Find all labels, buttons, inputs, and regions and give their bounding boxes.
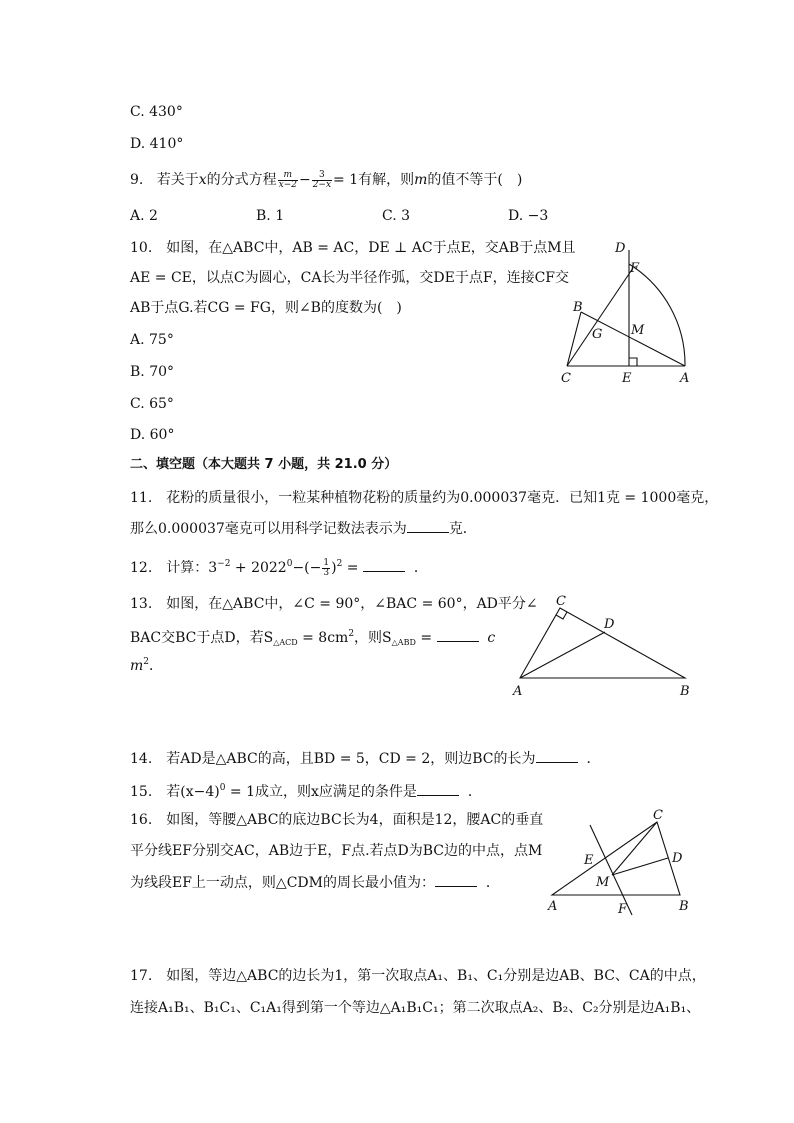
q15-end: ． bbox=[467, 784, 482, 800]
q13-text-b: = 8cm bbox=[297, 630, 349, 646]
q11-text: 那么0.000037毫克可以用科学记数法表示为 bbox=[130, 521, 407, 537]
q13-sub-1: △ACD bbox=[273, 638, 298, 647]
q12-end: ． bbox=[413, 560, 428, 576]
q10-line-cf bbox=[567, 268, 633, 366]
q9-var-x: x bbox=[198, 172, 207, 188]
q13-label-d: D bbox=[604, 617, 615, 632]
q10-label-f: F bbox=[630, 261, 640, 276]
q8-option-c: C. 430° bbox=[130, 104, 183, 120]
q11-line-1: 11. 花粉的质量很小，一粒某种植物花粉的质量约为0.000037毫克．已知1克 = 1000毫克， bbox=[130, 490, 719, 506]
q13-label-c: C bbox=[556, 594, 566, 609]
q9-fraction-1: $\frac{m}{x-2}$ bbox=[278, 169, 297, 190]
q13-line-1: 13. 如图，在△ABC中，∠C = 90°，∠BAC = 60°，AD平分∠ bbox=[130, 596, 538, 612]
q10-label-m: M bbox=[631, 323, 645, 338]
q16-end: ． bbox=[485, 875, 500, 891]
q9-option-d: D. −3 bbox=[508, 208, 549, 224]
q12-mid: + 2022 bbox=[230, 560, 287, 576]
q17-line-1: 17. 如图，等边△ABC的边长为1，第一次取点A₁、B₁、C₁分别是边AB、BC、CA的中点， bbox=[130, 968, 706, 984]
q13-label-a: A bbox=[513, 684, 523, 699]
q10-figure bbox=[555, 238, 705, 388]
q16-line-dm bbox=[612, 858, 668, 875]
q12-exp-2: 0 bbox=[286, 559, 293, 569]
q9-option-c: C. 3 bbox=[382, 208, 411, 224]
q12-mid-2: −(− bbox=[292, 560, 322, 576]
q10-option-d: D. 60° bbox=[130, 427, 175, 443]
q14-end: ． bbox=[586, 751, 601, 767]
q16-line-2: 平分线EF分别交AC，AB边于E，F点.若点D为BC边的中点，点M bbox=[130, 843, 543, 859]
q16-line-3 bbox=[130, 872, 500, 893]
q13-answer-blank bbox=[437, 627, 479, 642]
q9-number: 9. bbox=[130, 172, 144, 188]
q13-text-a: BAC交BC于点D，若S bbox=[130, 630, 274, 646]
q10-arc bbox=[629, 264, 685, 366]
q9-text-b: 的分式方程 bbox=[206, 172, 277, 188]
q13-unit-m: m bbox=[130, 658, 144, 674]
q10-label-d: D bbox=[615, 241, 626, 256]
q9-minus: − bbox=[298, 172, 311, 188]
q16-label-b: B bbox=[679, 899, 689, 914]
q9-text-d: 的值不等于( ) bbox=[427, 172, 523, 188]
q13-sq: 2 bbox=[348, 629, 355, 639]
q9-text-c: = 1有解，则 bbox=[333, 172, 415, 188]
q15-text-a: 15. 若(x−4) bbox=[130, 784, 220, 800]
q9-option-a: A. 2 bbox=[130, 208, 158, 224]
q8-option-d: D. 410° bbox=[130, 136, 184, 152]
q16-figure bbox=[540, 805, 700, 920]
section-2-heading: 二、填空题（本大题共 7 小题，共 21.0 分） bbox=[130, 457, 398, 472]
q9-stem bbox=[130, 170, 522, 190]
q10-line-1: 10. 如图，在△ABC中，AB = AC，DE ⊥ AC于点E，交AB于点M且 bbox=[130, 240, 576, 256]
q13-line-3 bbox=[130, 652, 163, 676]
q15-answer-blank bbox=[417, 781, 459, 796]
q13-sub-2: △ABD bbox=[391, 638, 416, 647]
q15-exp: 0 bbox=[219, 783, 226, 793]
q10-line-bc bbox=[567, 312, 581, 366]
q16-label-m: M bbox=[596, 875, 610, 890]
q14-text: 14. 若AD是△ABC的高，且BD = 5，CD = 2，则边BC的长为 bbox=[130, 751, 536, 767]
q9-var-m: m bbox=[414, 172, 428, 188]
q10-right-angle bbox=[629, 358, 637, 366]
q13-unit-sup: 2 bbox=[143, 657, 150, 667]
q12-line bbox=[130, 554, 428, 578]
q16-answer-blank bbox=[435, 872, 477, 887]
q12-tail: ) bbox=[331, 560, 337, 576]
q11-line-2 bbox=[130, 518, 477, 539]
q10-line-3: AB于点G.若CG = FG，则∠B的度数为( ) bbox=[130, 300, 402, 316]
q11-end: 克． bbox=[448, 521, 477, 537]
q13-line-2 bbox=[130, 624, 495, 653]
q13-figure bbox=[505, 590, 700, 705]
q10-option-c: C. 65° bbox=[130, 396, 174, 412]
q12-answer-blank bbox=[363, 557, 405, 572]
q13-triangle bbox=[520, 608, 685, 678]
q16-label-d: D bbox=[672, 851, 683, 866]
q12-exp-3: 2 bbox=[336, 559, 343, 569]
q10-option-a: A. 75° bbox=[130, 332, 174, 348]
q10-line-2: AE = CE，以点C为圆心，CA长为半径作弧，交DE于点F，连接CF交 bbox=[130, 270, 570, 286]
q16-label-a: A bbox=[548, 899, 558, 914]
q14-line bbox=[130, 748, 600, 769]
q10-label-a: A bbox=[680, 371, 690, 386]
q16-label-c: C bbox=[653, 808, 663, 823]
q9-text-a: 若关于 bbox=[156, 172, 199, 188]
q10-option-b: B. 70° bbox=[130, 364, 175, 380]
q11-answer-blank bbox=[407, 518, 449, 533]
q10-label-b: B bbox=[573, 300, 583, 315]
q16-label-e: E bbox=[584, 853, 594, 868]
q10-label-g: G bbox=[592, 327, 603, 342]
q16-line-1: 16. 如图，等腰△ABC的底边BC长为4，面积是12，腰AC的垂直 bbox=[130, 812, 544, 828]
q13-end: ． bbox=[149, 658, 164, 674]
q16-triangle bbox=[552, 822, 680, 895]
q15-line bbox=[130, 778, 482, 802]
q16-text: 为线段EF上一动点，则△CDM的周长最小值为： bbox=[130, 875, 435, 891]
q9-fraction-2: $\frac{3}{2-x}$ bbox=[312, 169, 332, 190]
q16-label-f: F bbox=[618, 902, 628, 917]
q12-prefix: 12. 计算：3 bbox=[130, 560, 218, 576]
q12-eq: = bbox=[342, 560, 363, 576]
q17-line-2: 连接A₁B₁、B₁C₁、C₁A₁得到第一个等边△A₁B₁C₁；第二次取点A₂、B₂、C₂分别是边A₁B₁、 bbox=[130, 1000, 701, 1016]
q9-option-b: B. 1 bbox=[256, 208, 285, 224]
q13-label-b: B bbox=[680, 684, 690, 699]
q13-text-e: c bbox=[487, 630, 496, 646]
q14-answer-blank bbox=[536, 748, 578, 763]
q13-text-d: = bbox=[415, 630, 437, 646]
q10-label-c: C bbox=[561, 371, 571, 386]
q12-exp-1: −2 bbox=[217, 559, 231, 569]
q13-text-c: ，则S bbox=[354, 630, 392, 646]
q15-text-b: = 1成立，则x应满足的条件是 bbox=[225, 784, 417, 800]
q10-label-e: E bbox=[622, 371, 632, 386]
q12-fraction: $\frac{1}{3}$ bbox=[323, 557, 330, 578]
